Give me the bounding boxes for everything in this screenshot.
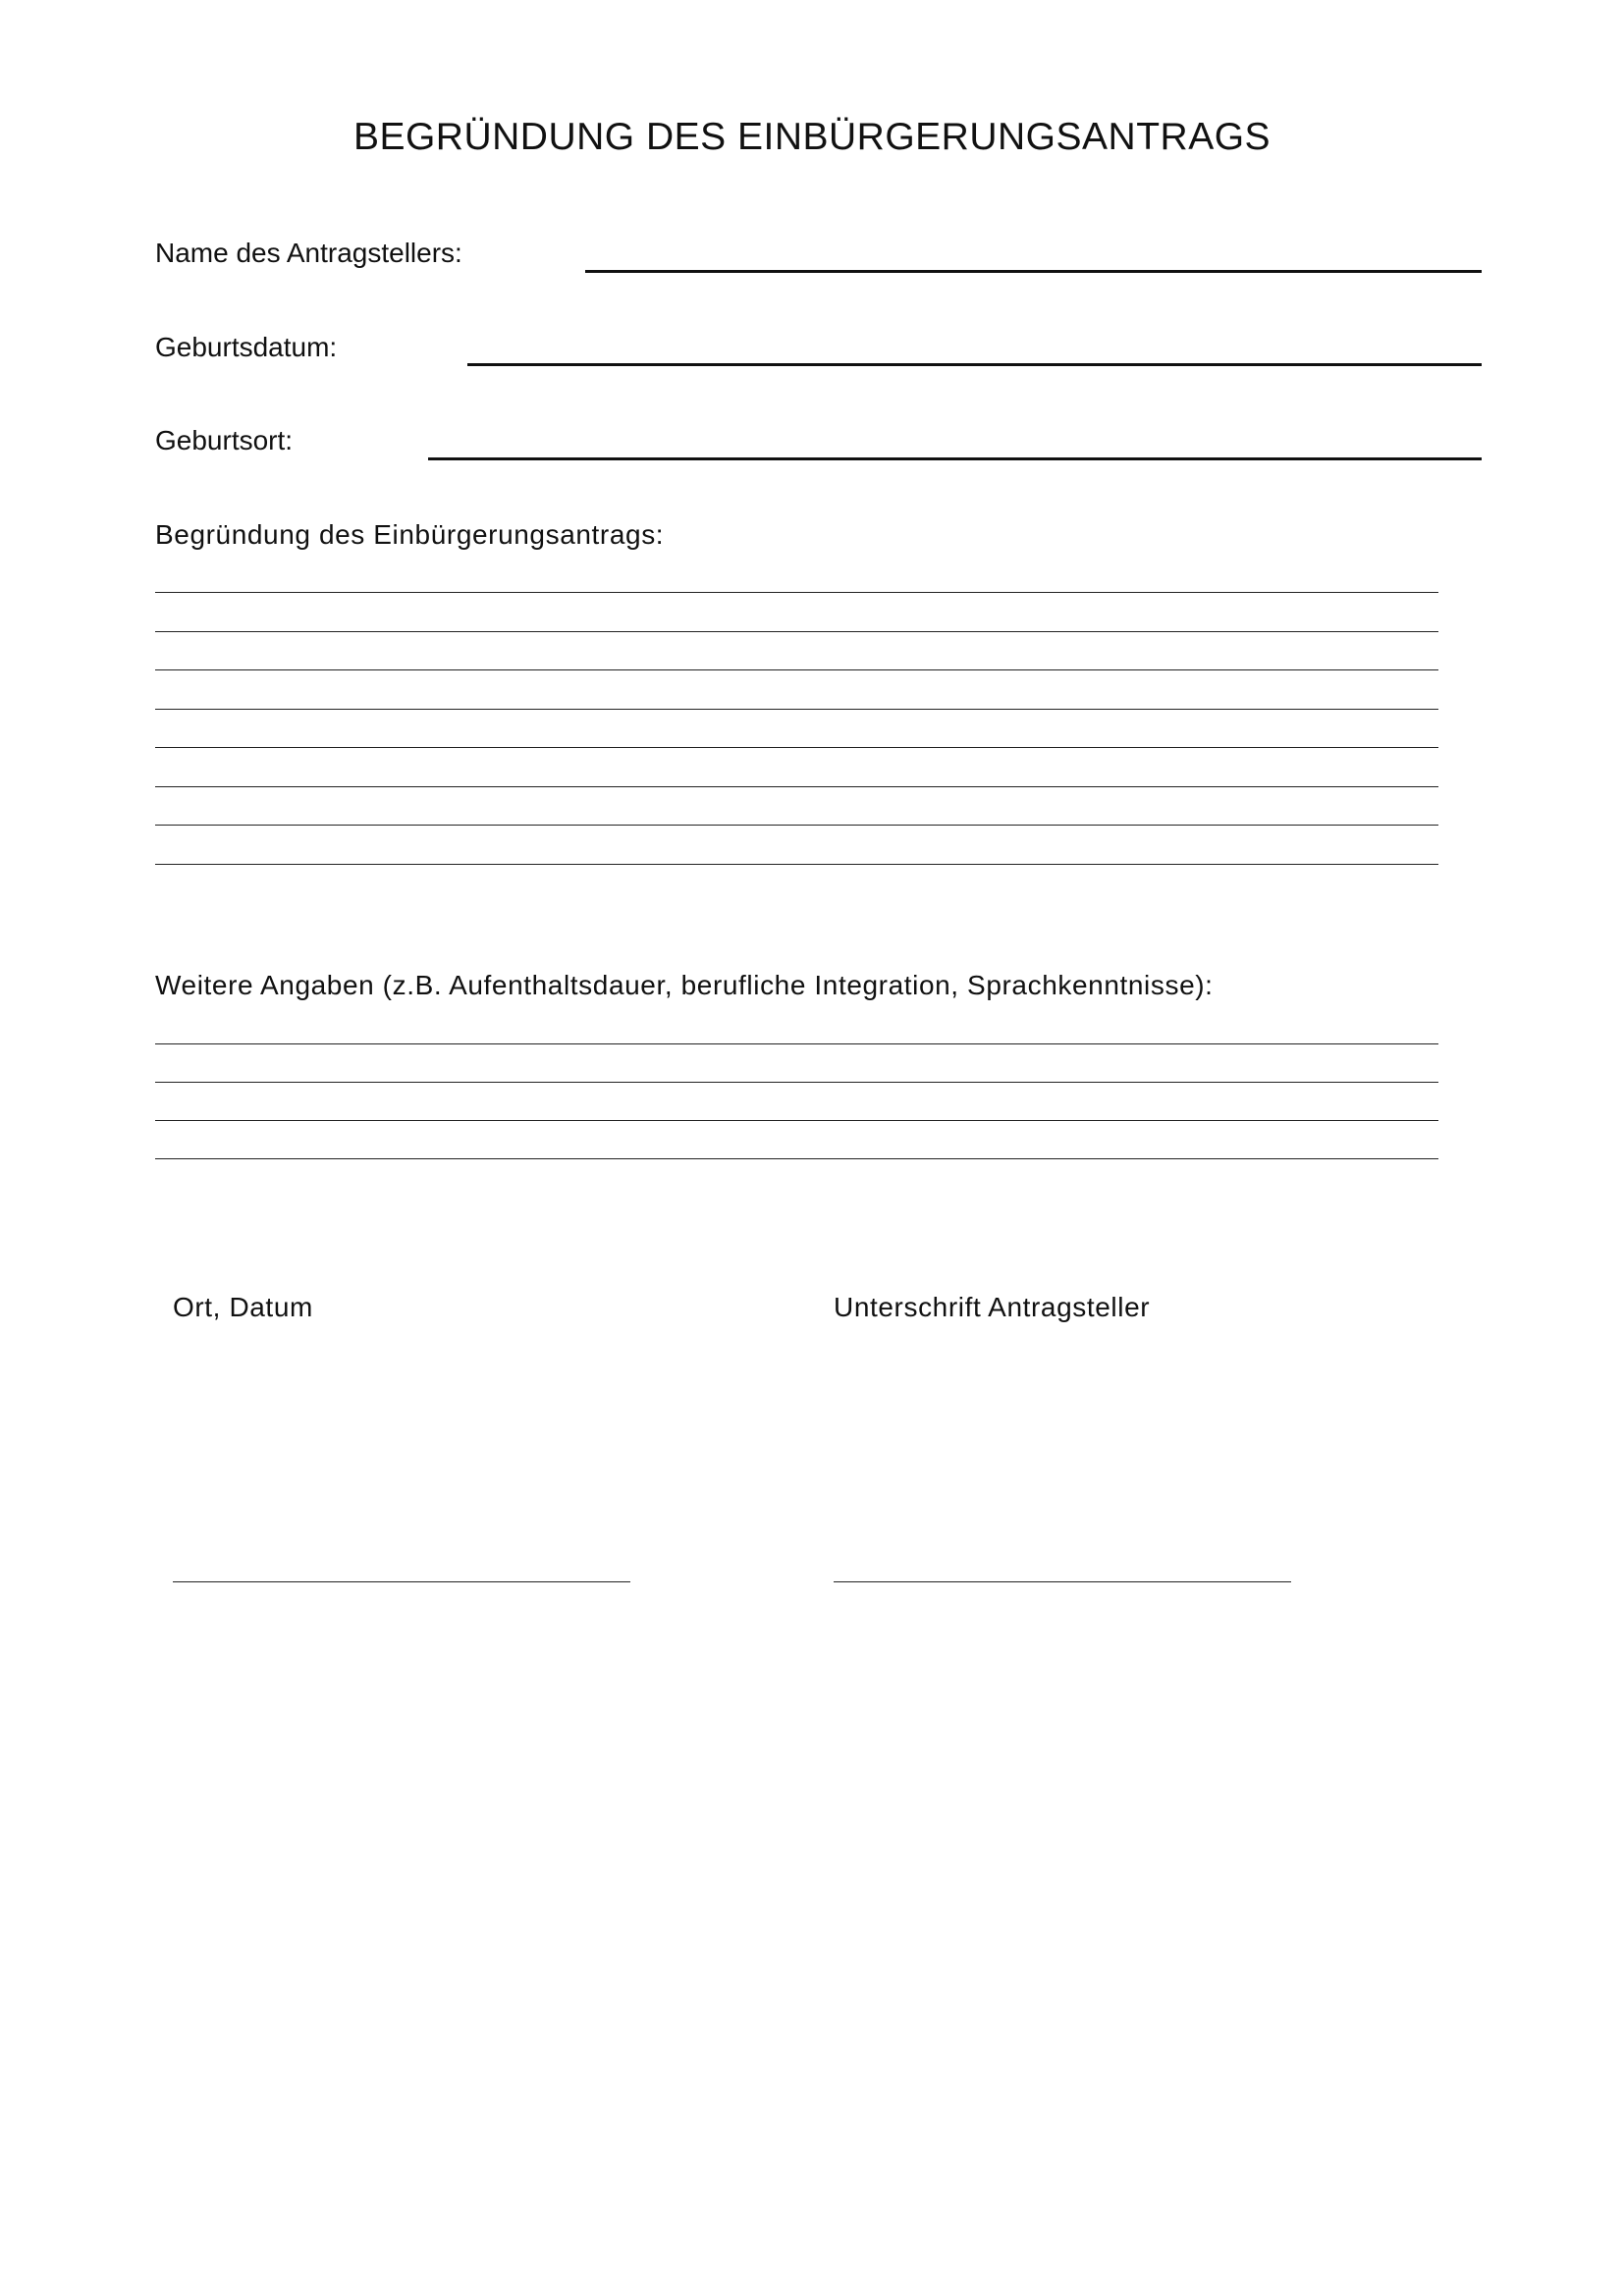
- name-field[interactable]: [585, 270, 1482, 273]
- reason-write-line[interactable]: [155, 825, 1438, 826]
- reason-write-line[interactable]: [155, 747, 1438, 748]
- birthdate-field[interactable]: [467, 363, 1482, 366]
- additional-write-line[interactable]: [155, 1120, 1438, 1121]
- reason-write-line[interactable]: [155, 786, 1438, 787]
- reason-write-line[interactable]: [155, 864, 1438, 865]
- place-date-line[interactable]: [173, 1581, 630, 1582]
- birthdate-label: Geburtsdatum:: [155, 332, 338, 362]
- reason-write-line[interactable]: [155, 631, 1438, 632]
- reason-write-line[interactable]: [155, 669, 1438, 670]
- signature-label: Unterschrift Antragsteller: [834, 1292, 1151, 1322]
- birthplace-field[interactable]: [428, 457, 1482, 460]
- additional-write-line[interactable]: [155, 1043, 1438, 1044]
- additional-write-line[interactable]: [155, 1158, 1438, 1159]
- page-title: BEGRÜNDUNG DES EINBÜRGERUNGSANTRAGS: [352, 116, 1272, 158]
- signature-line[interactable]: [834, 1581, 1291, 1582]
- birthplace-label: Geburtsort:: [155, 425, 294, 455]
- additional-label: Weitere Angaben (z.B. Aufenthaltsdauer, berufliche Integration, Sprachkenntnisse):: [155, 970, 1214, 1000]
- name-label: Name des Antragstellers:: [155, 238, 462, 268]
- place-date-label: Ort, Datum: [173, 1292, 313, 1322]
- additional-write-line[interactable]: [155, 1082, 1438, 1083]
- reason-label: Begründung des Einbürgerungsantrags:: [155, 519, 665, 550]
- reason-write-line[interactable]: [155, 709, 1438, 710]
- reason-write-line[interactable]: [155, 592, 1438, 593]
